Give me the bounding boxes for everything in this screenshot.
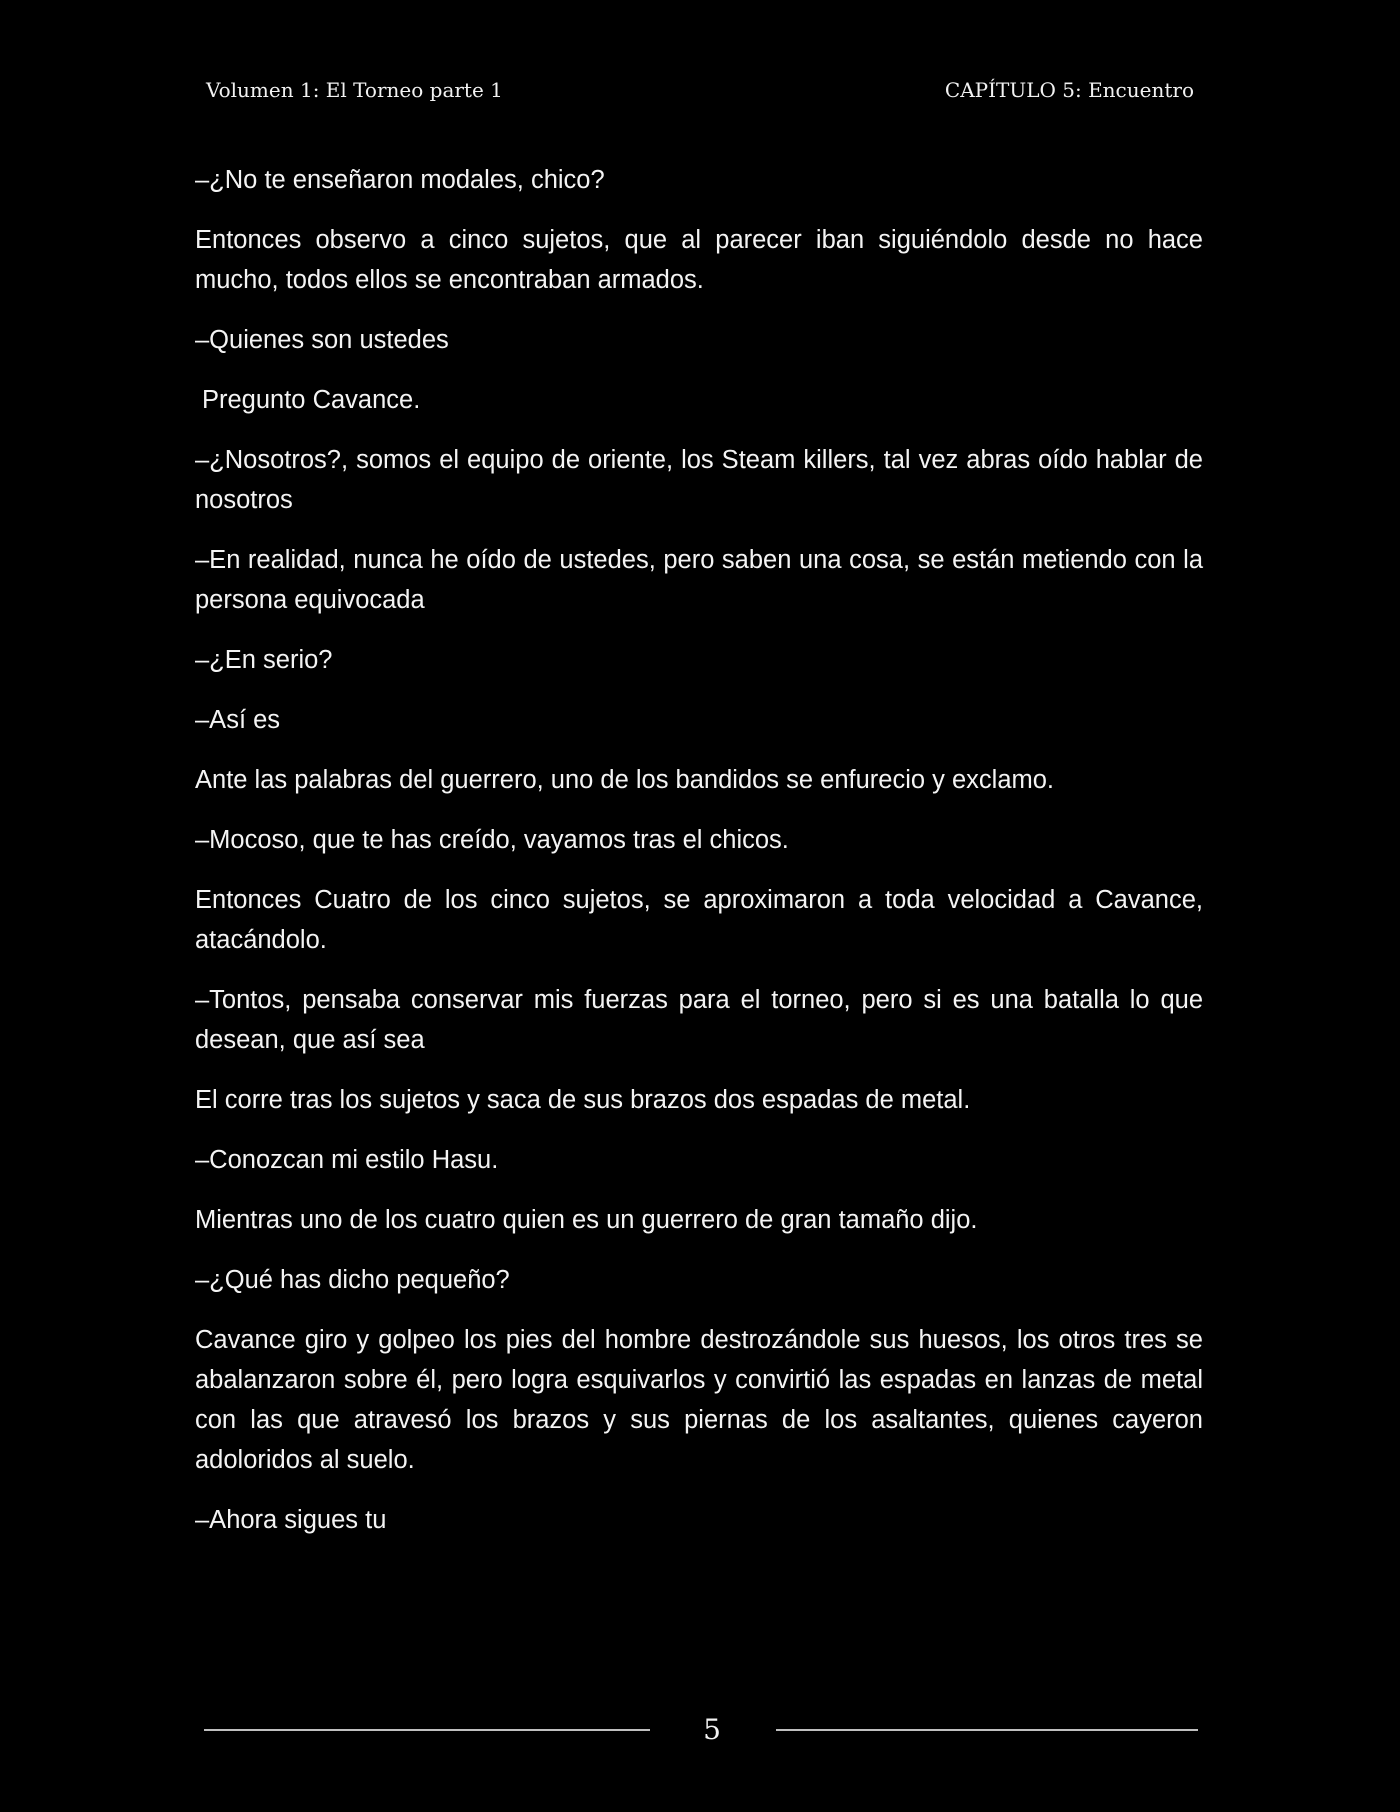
- paragraph: –Quienes son ustedes: [195, 326, 449, 354]
- footer-rule-left: [204, 1729, 650, 1731]
- header-chapter-title: CAPÍTULO 5: Encuentro: [944, 78, 1194, 102]
- paragraph: –¿En serio?: [195, 646, 333, 674]
- paragraph: –En realidad, nunca he oído de ustedes, pero saben una cosa, se están metiendo con la persona equivocada: [195, 546, 1203, 614]
- paragraph: El corre tras los sujetos y saca de sus brazos dos espadas de metal.: [195, 1086, 971, 1114]
- paragraph: –¿Nosotros?, somos el equipo de oriente, los Steam killers, tal vez abras oído hablar de nosotros: [195, 446, 1203, 514]
- header-volume-title: Volumen 1: El Torneo parte 1: [206, 78, 503, 102]
- paragraph: Cavance giro y golpeo los pies del hombre destrozándole sus huesos, los otros tres se abalanzaron sobre él, pero logra esquivarlos y convirtió las espadas en lanzas de metal con las que atravesó los brazos y sus piernas de los asaltantes, quienes cayeron adoloridos al suelo.: [195, 1326, 1203, 1474]
- page-footer: [200, 1710, 1200, 1750]
- paragraph: –¿No te enseñaron modales, chico?: [195, 166, 605, 194]
- footer-rule-right: [776, 1729, 1198, 1731]
- paragraph: Mientras uno de los cuatro quien es un guerrero de gran tamaño dijo.: [195, 1206, 978, 1234]
- paragraph: Entonces Cuatro de los cinco sujetos, se aproximaron a toda velocidad a Cavance, atacándolo.: [195, 886, 1203, 954]
- running-header: [206, 78, 1194, 108]
- paragraph: –Así es: [195, 706, 281, 734]
- page-body: [195, 160, 1203, 1560]
- paragraph: –¿Qué has dicho pequeño?: [195, 1266, 510, 1294]
- paragraph: Pregunto Cavance.: [202, 386, 421, 414]
- paragraph: –Ahora sigues tu: [195, 1506, 387, 1534]
- paragraph: Entonces observo a cinco sujetos, que al parecer iban siguiéndolo desde no hace mucho, todos ellos se encontraban armados.: [195, 226, 1203, 294]
- paragraph: –Tontos, pensaba conservar mis fuerzas para el torneo, pero si es una batalla lo que desean, que así sea: [195, 986, 1203, 1054]
- paragraph: Ante las palabras del guerrero, uno de los bandidos se enfurecio y exclamo.: [195, 766, 1055, 794]
- page-number: 5: [703, 1713, 721, 1746]
- paragraph: –Conozcan mi estilo Hasu.: [195, 1146, 499, 1174]
- paragraph: –Mocoso, que te has creído, vayamos tras el chicos.: [195, 826, 789, 854]
